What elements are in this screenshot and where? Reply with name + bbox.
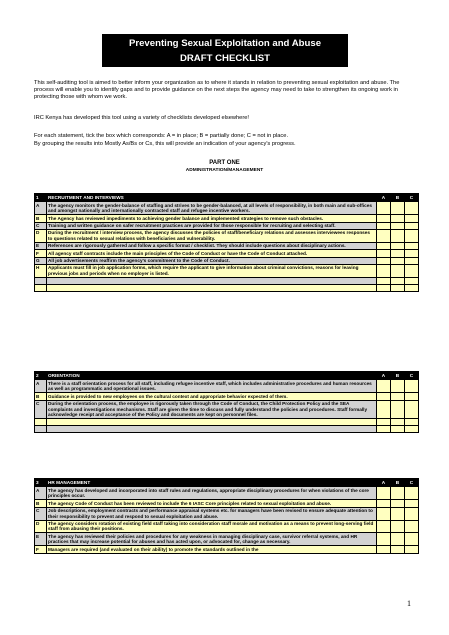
row-statement: The agency has reviewed their policies and procedures for any weakness in managing disciplinary case, survivor referral systems, and HR practices that may increase potential for abuses and has acted upon, or advocated for, change as necessary. [47,533,377,546]
checklist-row [35,487,419,500]
column-c-header: C [405,194,419,202]
row-letter: E [35,533,47,546]
checklist-row [35,520,419,533]
checkbox-b[interactable] [391,400,405,419]
checkbox-b[interactable] [391,215,405,222]
section-heading: HR MANAGEMENT [47,479,377,487]
checkbox-c[interactable] [405,546,419,553]
checklist-row [35,546,419,553]
row-letter: E [35,242,47,249]
checkbox-b[interactable] [391,546,405,553]
checkbox-a[interactable] [377,507,391,520]
checklist-row [35,400,419,419]
row-letter: F [35,250,47,257]
checkbox-c[interactable] [405,277,419,284]
column-a-header: A [377,479,391,487]
checkbox-c[interactable] [405,229,419,242]
section-header [35,479,419,487]
page-number: 1 [407,599,411,608]
checklist-row [35,500,419,507]
checkbox-a[interactable] [377,229,391,242]
column-c-header: C [405,479,419,487]
checkbox-a[interactable] [377,284,391,291]
section-table-orientation [34,371,419,433]
checkbox-b[interactable] [391,500,405,507]
part-title: PART ONE [209,160,240,166]
checklist-row [35,380,419,393]
column-b-header: B [391,372,405,380]
row-statement: Managers are required (and evaluated on their ability) to promote the standards outlined in the [47,546,377,553]
row-statement: All agency staff contracts include the main principles of the Code of Conduct or have the Code of Conduct attached. [47,250,377,257]
checkbox-a[interactable] [377,520,391,533]
part-subtitle: ADMINISTRATION/MANAGEMENT [185,168,264,173]
section-heading: ORIENTATION [47,372,377,380]
checkbox-a[interactable] [377,393,391,400]
column-c-header: C [405,372,419,380]
checkbox-b[interactable] [391,533,405,546]
intro-tool-note: IRC Kenya has developed this tool using a variety of checklists developed elsewhere! [34,115,249,121]
checkbox-b[interactable] [391,257,405,264]
checkbox-a[interactable] [377,265,391,278]
checkbox-c[interactable] [405,250,419,257]
row-letter: A [35,487,47,500]
row-letter: A [35,380,47,393]
instructions-line: For each statement, tick the box which corresponds: A = in place; B = partially done; C = not in place. [34,133,289,139]
row-letter: B [35,500,47,507]
checkbox-c[interactable] [405,242,419,249]
blank-row [35,419,419,426]
checkbox-a[interactable] [377,202,391,215]
row-statement: There is a staff orientation process for all staff, including refugee incentive staff, which includes administrative procedures and human resources as well as programmatic and operational issues. [47,380,377,393]
checkbox-a[interactable] [377,400,391,419]
checkbox-b[interactable] [391,520,405,533]
checkbox-c[interactable] [405,487,419,500]
checkbox-a[interactable] [377,242,391,249]
row-letter: C [35,400,47,419]
checkbox-b[interactable] [391,242,405,249]
section-header [35,372,419,380]
checkbox-a[interactable] [377,277,391,284]
row-statement: All job advertisements reaffirm the agency's commitment to the Code of Conduct. [47,257,377,264]
checklist-row [35,222,419,229]
row-statement: The agency considers rotation of existing field staff taking into consideration staff morale and motivation as a means to prevent long-serving field staff from abusing their positions. [47,520,377,533]
checkbox-a[interactable] [377,546,391,553]
section-number: 1 [35,194,47,202]
checkbox-a[interactable] [377,250,391,257]
checkbox-b[interactable] [391,265,405,278]
checkbox-c[interactable] [405,393,419,400]
checkbox-a[interactable] [377,257,391,264]
row-letter: A [35,202,47,215]
row-statement: The agency Code of Conduct has been reviewed to include the 6 IASC Core principles related to sexual exploitation and abuse. [47,500,377,507]
document-title: Preventing Sexual Exploitation and Abuse [128,38,322,49]
checkbox-b[interactable] [391,507,405,520]
blank-row [35,284,419,291]
row-statement: Job descriptions, employment contracts and performance appraisal systems etc. for managers have been revised to ensure adequate attention to their responsibility to prevent and respond to sexual exploitation and abuse. [47,507,377,520]
section-table-recruitment [34,193,419,292]
section-header [35,194,419,202]
row-letter: H [35,265,47,278]
section-number: 2 [35,372,47,380]
row-statement: The agency has developed and incorporated into staff rules and regulations, appropriate disciplinary procedures for when violations of the core principles occur. [47,487,377,500]
checkbox-c[interactable] [405,500,419,507]
checkbox-b[interactable] [391,487,405,500]
checklist-row [35,229,419,242]
checkbox-c[interactable] [405,215,419,222]
row-statement: The Agency has reviewed impediments to achieving gender balance and implemented strategies to remove such obstacles. [47,215,377,222]
checkbox-c[interactable] [405,426,419,433]
section-table-hr-management [34,478,419,554]
checkbox-a[interactable] [377,533,391,546]
row-statement: Guidance is provided to new employees on the cultural context and appropriate behavior expected of them. [47,393,377,400]
checkbox-c[interactable] [405,507,419,520]
row-statement: The agency monitors the gender-balance of staffing and strives to be gender-balanced, at all levels of responsibility, in both main and sub-offices and amongst nationally and internationally contracted staff and refugee incentive workers. [47,202,377,215]
checkbox-a[interactable] [377,426,391,433]
checklist-row [35,265,419,278]
column-b-header: B [391,479,405,487]
checkbox-c[interactable] [405,265,419,278]
row-statement: References are rigorously gathered and follow a specific format / checklist. They should include questions about disciplinary actions. [47,242,377,249]
checkbox-b[interactable] [391,222,405,229]
checkbox-a[interactable] [377,215,391,222]
checklist-row [35,242,419,249]
row-letter: C [35,222,47,229]
checklist-row [35,250,419,257]
row-letter: D [35,520,47,533]
document-subtitle: DRAFT CHECKLIST [179,53,271,64]
blank-row [35,277,419,284]
checklist-row [35,215,419,222]
column-a-header: A [377,194,391,202]
checklist-row [35,533,419,546]
row-statement: During the recruitment / interview process, the agency discusses the policies of staff/beneficiary relations and assesses interviewees responses to questions related to sexual relations with beneficiaries and vulnerability. [47,229,377,242]
checkbox-c[interactable] [405,419,419,426]
row-letter: F [35,546,47,553]
checkbox-c[interactable] [405,257,419,264]
checkbox-b[interactable] [391,393,405,400]
checkbox-a[interactable] [377,222,391,229]
checkbox-a[interactable] [377,500,391,507]
section-heading: RECRUITMENT AND INTERVIEWS [47,194,377,202]
checkbox-a[interactable] [377,487,391,500]
row-letter: C [35,507,47,520]
checkbox-a[interactable] [377,419,391,426]
checkbox-b[interactable] [391,229,405,242]
checkbox-c[interactable] [405,520,419,533]
column-a-header: A [377,372,391,380]
checkbox-c[interactable] [405,533,419,546]
row-letter: G [35,257,47,264]
checkbox-b[interactable] [391,426,405,433]
checkbox-c[interactable] [405,400,419,419]
checkbox-b[interactable] [391,419,405,426]
row-letter: D [35,229,47,242]
checkbox-b[interactable] [391,250,405,257]
row-statement: Applicants must fill in job application forms, which require the applicant to give information about criminal convictions, reasons for leaving previous jobs and periods when no employer is listed. [47,265,377,278]
intro-paragraph: This self-auditing tool is aimed to better inform your organization as to where it stands in relation to preventing sexual exploitation and abuse. The process will enable you to identify gaps and to provide guidance on the next steps the agency may need to take to strengthen its ongoing work in protecting those with whom we work. [34,80,400,101]
document-title-box [102,34,348,67]
section-number: 3 [35,479,47,487]
column-b-header: B [391,194,405,202]
blank-row [35,426,419,433]
checkbox-b[interactable] [391,202,405,215]
checkbox-b[interactable] [391,284,405,291]
checkbox-c[interactable] [405,202,419,215]
checkbox-c[interactable] [405,284,419,291]
row-statement: Training and written guidance on safer recruitment practices are provided for those responsible for recruiting and selecting staff. [47,222,377,229]
grouping-line: By grouping the results into Mostly As/Bs or Cs, this will provide an indication of your agency's progress. [34,141,296,147]
row-letter: B [35,393,47,400]
checkbox-b[interactable] [391,380,405,393]
checklist-row [35,393,419,400]
checkbox-c[interactable] [405,222,419,229]
checklist-row [35,257,419,264]
checklist-row [35,202,419,215]
row-statement: During the orientation process, the employee is rigorously taken through the Code of Conduct, the Child Protection Policy and the SEA complaints and investigations mechanisms. Staff are given the time to discuss and fully understand the policies and procedures. Staff formally acknowledge receipt and acceptance of the Policy and documents are kept on personnel files. [47,400,377,419]
checklist-row [35,507,419,520]
checkbox-a[interactable] [377,380,391,393]
checkbox-b[interactable] [391,277,405,284]
checkbox-c[interactable] [405,380,419,393]
row-letter: B [35,215,47,222]
